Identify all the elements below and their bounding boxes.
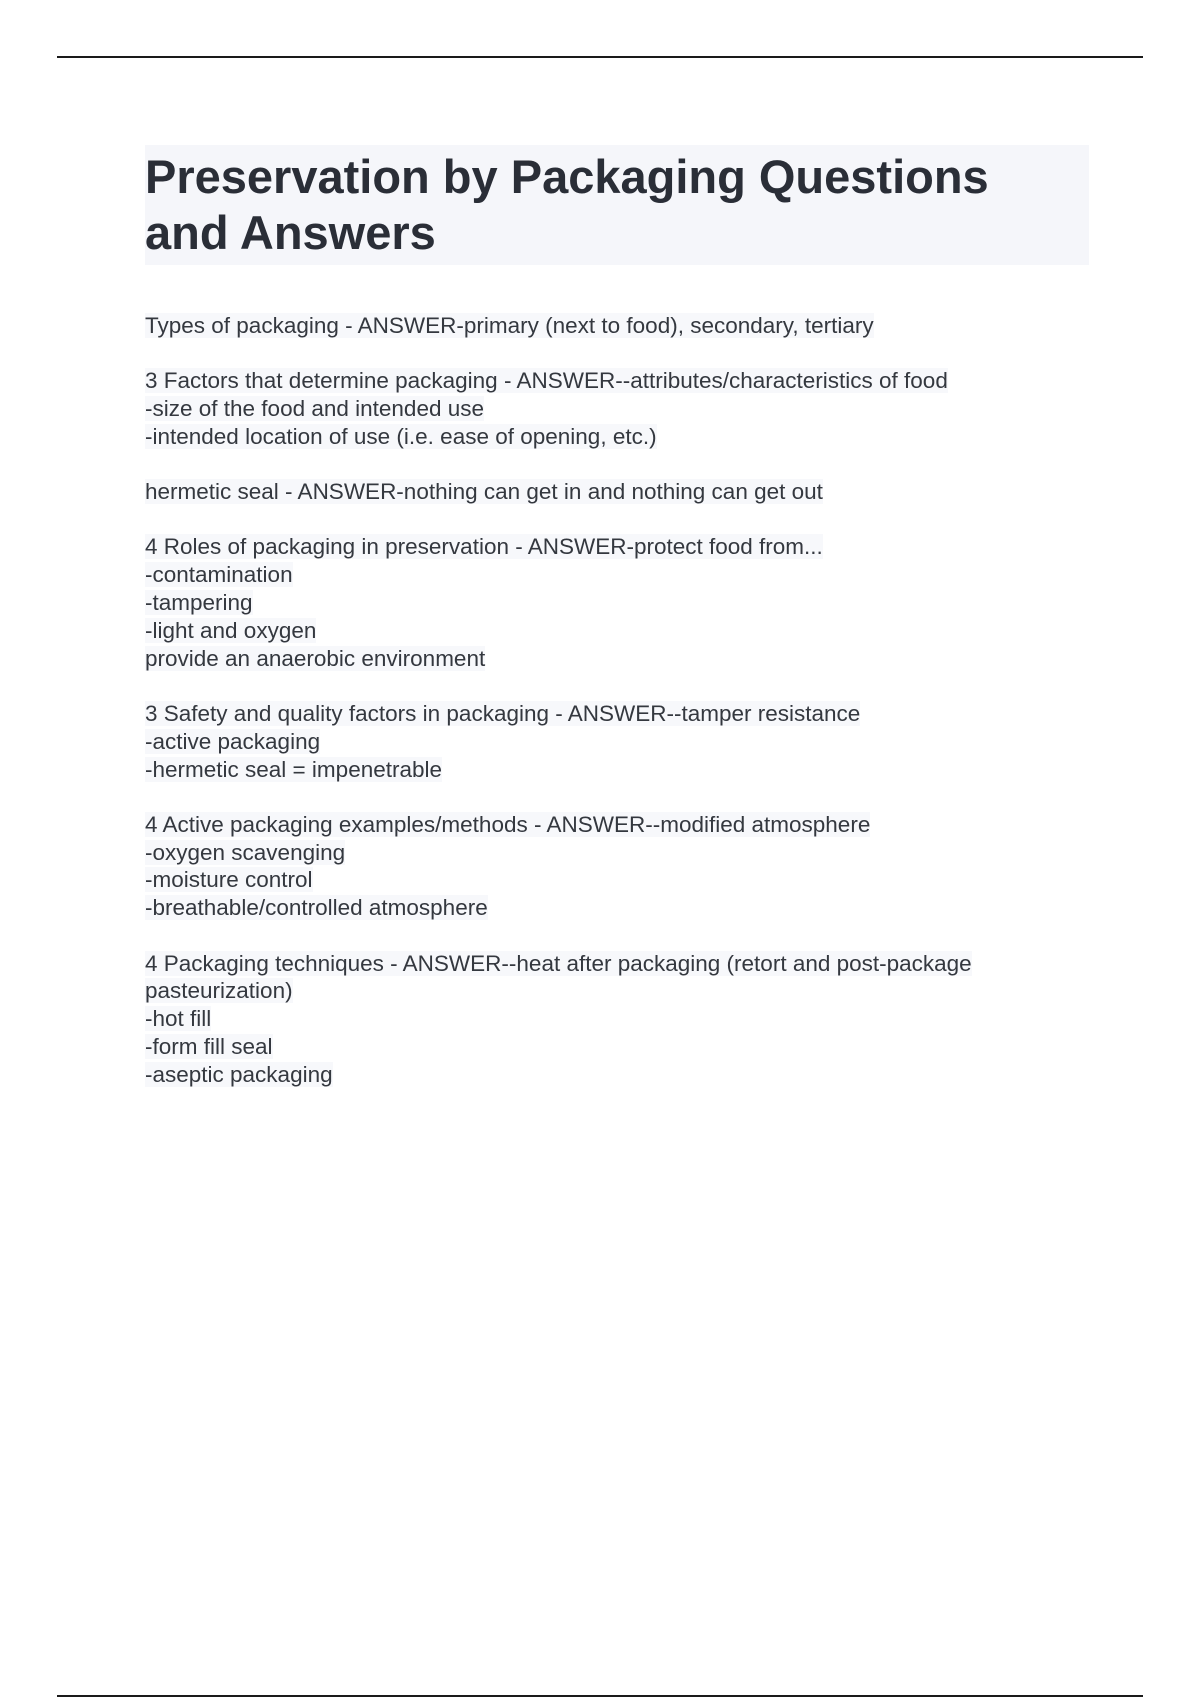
qa-line: -breathable/controlled atmosphere bbox=[145, 895, 488, 921]
page-title bbox=[145, 149, 1089, 261]
qa-line: 4 Active packaging examples/methods - ANSWER--modified atmosphere bbox=[145, 811, 871, 837]
qa-list bbox=[145, 312, 1105, 1116]
qa-line: pasteurization) bbox=[145, 978, 293, 1004]
qa-item bbox=[145, 811, 1105, 922]
qa-line: provide an anaerobic environment bbox=[145, 645, 486, 671]
qa-line: -oxygen scavenging bbox=[145, 839, 346, 865]
qa-line: -moisture control bbox=[145, 867, 313, 893]
qa-line: -contamination bbox=[145, 562, 293, 588]
qa-item bbox=[145, 950, 1105, 1089]
qa-line: -hermetic seal = impenetrable bbox=[145, 756, 443, 782]
qa-item bbox=[145, 367, 1105, 450]
top-rule bbox=[57, 56, 1143, 58]
title-block bbox=[145, 145, 1089, 265]
qa-line: -form fill seal bbox=[145, 1033, 273, 1059]
qa-line: -hot fill bbox=[145, 1006, 212, 1032]
qa-line: -size of the food and intended use bbox=[145, 396, 484, 422]
qa-line: -active packaging bbox=[145, 728, 321, 754]
qa-line: Types of packaging - ANSWER-primary (next to food), secondary, tertiary bbox=[145, 313, 874, 338]
qa-line: -aseptic packaging bbox=[145, 1061, 333, 1087]
qa-line: 3 Factors that determine packaging - ANSWER--attributes/characteristics of food bbox=[145, 368, 948, 394]
title-line-1: Preservation by Packaging Questions bbox=[145, 150, 989, 203]
qa-item bbox=[145, 312, 1105, 340]
qa-line: 3 Safety and quality factors in packaging - ANSWER--tamper resistance bbox=[145, 700, 861, 726]
title-line-2: and Answers bbox=[145, 206, 436, 259]
qa-line: -tampering bbox=[145, 590, 253, 616]
qa-line: hermetic seal - ANSWER-nothing can get in and nothing can get out bbox=[145, 479, 823, 505]
qa-item bbox=[145, 478, 1105, 506]
qa-line: -intended location of use (i.e. ease of opening, etc.) bbox=[145, 423, 657, 449]
qa-item bbox=[145, 533, 1105, 672]
qa-line: -light and oxygen bbox=[145, 617, 317, 643]
qa-line: 4 Packaging techniques - ANSWER--heat after packaging (retort and post-package bbox=[145, 950, 972, 976]
bottom-rule bbox=[57, 1695, 1143, 1697]
qa-line: 4 Roles of packaging in preservation - ANSWER-protect food from... bbox=[145, 534, 823, 560]
qa-item bbox=[145, 700, 1105, 783]
